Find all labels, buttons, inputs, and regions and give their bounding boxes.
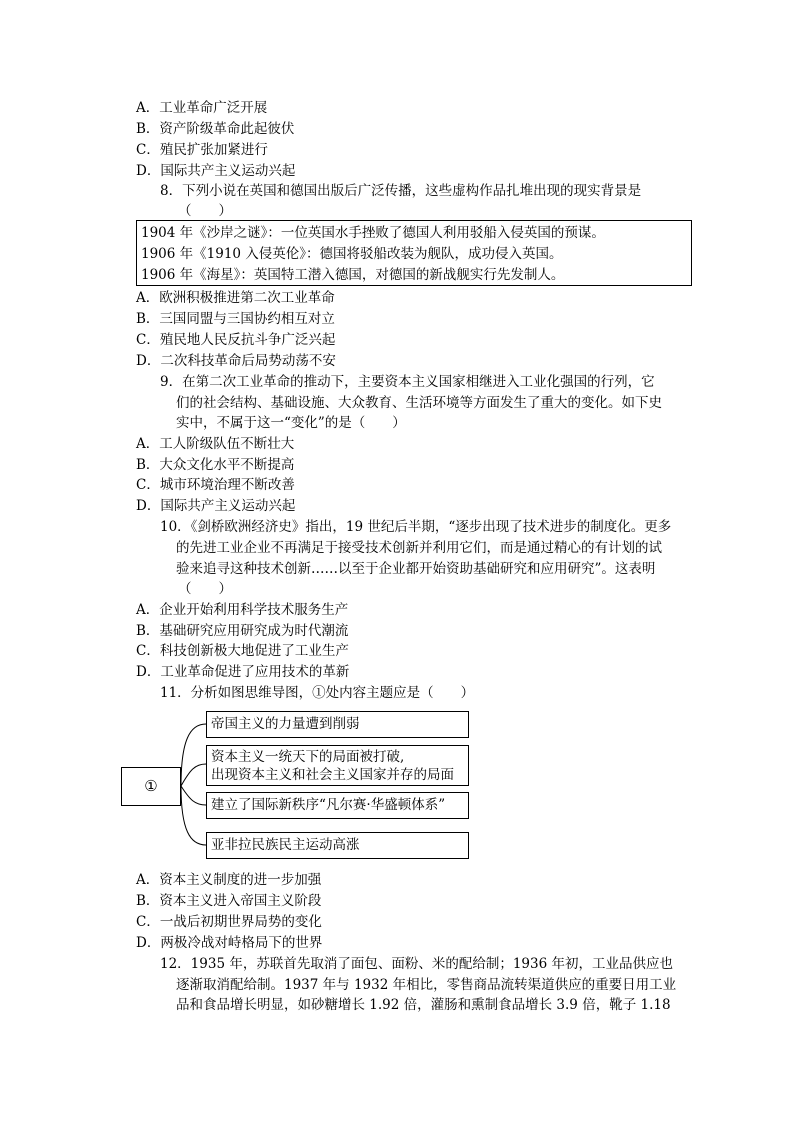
- q7-option-d: D．国际共产主义运动兴起: [136, 163, 296, 179]
- mind-map-branch-1: [206, 711, 469, 738]
- mind-map-branch-2: [206, 745, 469, 786]
- q9-option-c: C．城市环境治理不断改善: [136, 477, 295, 493]
- q10-stem-line1: 10．《剑桥欧洲经济史》指出，19 世纪后半期，“逐步出现了技术进步的制度化。更多: [160, 519, 672, 535]
- mind-map-branch-1-text: 帝国主义的力量遭到削弱: [211, 716, 360, 732]
- q10-stem-line2: 的先进工业企业不再满足于接受技术创新并利用它们，而是通过精心的有计划的试: [176, 540, 662, 556]
- mind-map-center-node: ①: [121, 767, 181, 806]
- mind-map-branch-3-text: 建立了国际新秩序“凡尔赛·华盛顿体系”: [211, 797, 446, 813]
- q9-stem-line1: 9．在第二次工业革命的推动下，主要资本主义国家相继进入工业化强国的行列，它: [160, 374, 655, 390]
- q8-material-line3: 1906 年《海星》：英国特工潜入德国，对德国的新战舰实行先发制人。: [141, 267, 565, 283]
- mind-map-branch-3: [206, 792, 469, 819]
- q8-option-d: D．二次科技革命后局势动荡不安: [136, 353, 336, 369]
- q10-option-d: D．工业革命促进了应用技术的革新: [136, 664, 350, 680]
- q11-option-b: B．资本主义进入帝国主义阶段: [136, 893, 322, 909]
- q7-option-c: C．殖民扩张加紧进行: [136, 142, 268, 158]
- q8-material-line1: 1904 年《沙岸之谜》：一位英国水手挫败了德国人利用驳船入侵英国的预谋。: [141, 225, 605, 241]
- q12-stem-line1: 12．1935 年，苏联首先取消了面包、面粉、米的配给制；1936 年初，工业品供应也: [160, 956, 673, 972]
- q12-stem-line3: 品和食品增长明显，如砂糖增长 1.92 倍，灌肠和熏制食品增长 3.9 倍，靴子 1.18: [176, 997, 671, 1013]
- q12-stem-line2: 逐渐取消配给制。1937 年与 1932 年相比，零售商品流转渠道供应的重要日用工业: [176, 977, 677, 993]
- q8-stem-line1: 8．下列小说在英国和德国出版后广泛传播，这些虚构作品扎堆出现的现实背景是: [160, 183, 642, 199]
- q9-option-d: D．国际共产主义运动兴起: [136, 498, 296, 514]
- q11-option-a: A．资本主义制度的进一步加强: [136, 872, 322, 888]
- q9-stem-line2: 们的社会结构、基础设施、大众教育、生活环境等方面发生了重大的变化。如下史: [176, 395, 662, 411]
- q8-option-c: C．殖民地人民反抗斗争广泛兴起: [136, 332, 336, 348]
- q8-option-a: A．欧洲积极推进第二次工业革命: [136, 290, 335, 306]
- q7-option-a: A．工业革命广泛开展: [136, 100, 268, 116]
- q10-stem-line4: （ ）: [178, 581, 232, 597]
- q11-option-d: D．两极冷战对峙格局下的世界: [136, 935, 323, 951]
- q11-option-c: C．一战后初期世界局势的变化: [136, 914, 322, 930]
- q8-material-line2: 1906 年《1910 入侵英伦》：德国将驳船改装为舰队，成功侵入英国。: [141, 246, 563, 262]
- q9-stem-line3: 实中，不属于这一“变化”的是（ ）: [176, 415, 406, 431]
- q8-option-b: B．三国同盟与三国协约相互对立: [136, 311, 335, 327]
- q8-stem-line2: （ ）: [178, 203, 232, 219]
- mind-map-branch-2-line1: 资本主义一统天下的局面被打破,: [211, 749, 405, 765]
- q10-stem-line3: 验来追寻这种技术创新……以至于企业都开始资助基础研究和应用研究”。这表明: [176, 561, 656, 577]
- q10-option-c: C．科技创新极大地促进了工业生产: [136, 643, 349, 659]
- mind-map-branch-4-text: 亚非拉民族民主运动高涨: [211, 837, 360, 853]
- q11-stem: 11．分析如图思维导图，①处内容主题应是（ ）: [160, 685, 475, 701]
- q7-option-b: B．资产阶级革命此起彼伏: [136, 121, 295, 137]
- mind-map-branch-4: [206, 832, 469, 859]
- q10-option-a: A．企业开始利用科学技术服务生产: [136, 602, 349, 618]
- q10-option-b: B．基础研究应用研究成为时代潮流: [136, 623, 349, 639]
- mind-map-branch-2-line2: 出现资本主义和社会主义国家并存的局面: [211, 767, 454, 783]
- q9-option-b: B．大众文化水平不断提高: [136, 457, 295, 473]
- q9-option-a: A．工人阶级队伍不断壮大: [136, 436, 295, 452]
